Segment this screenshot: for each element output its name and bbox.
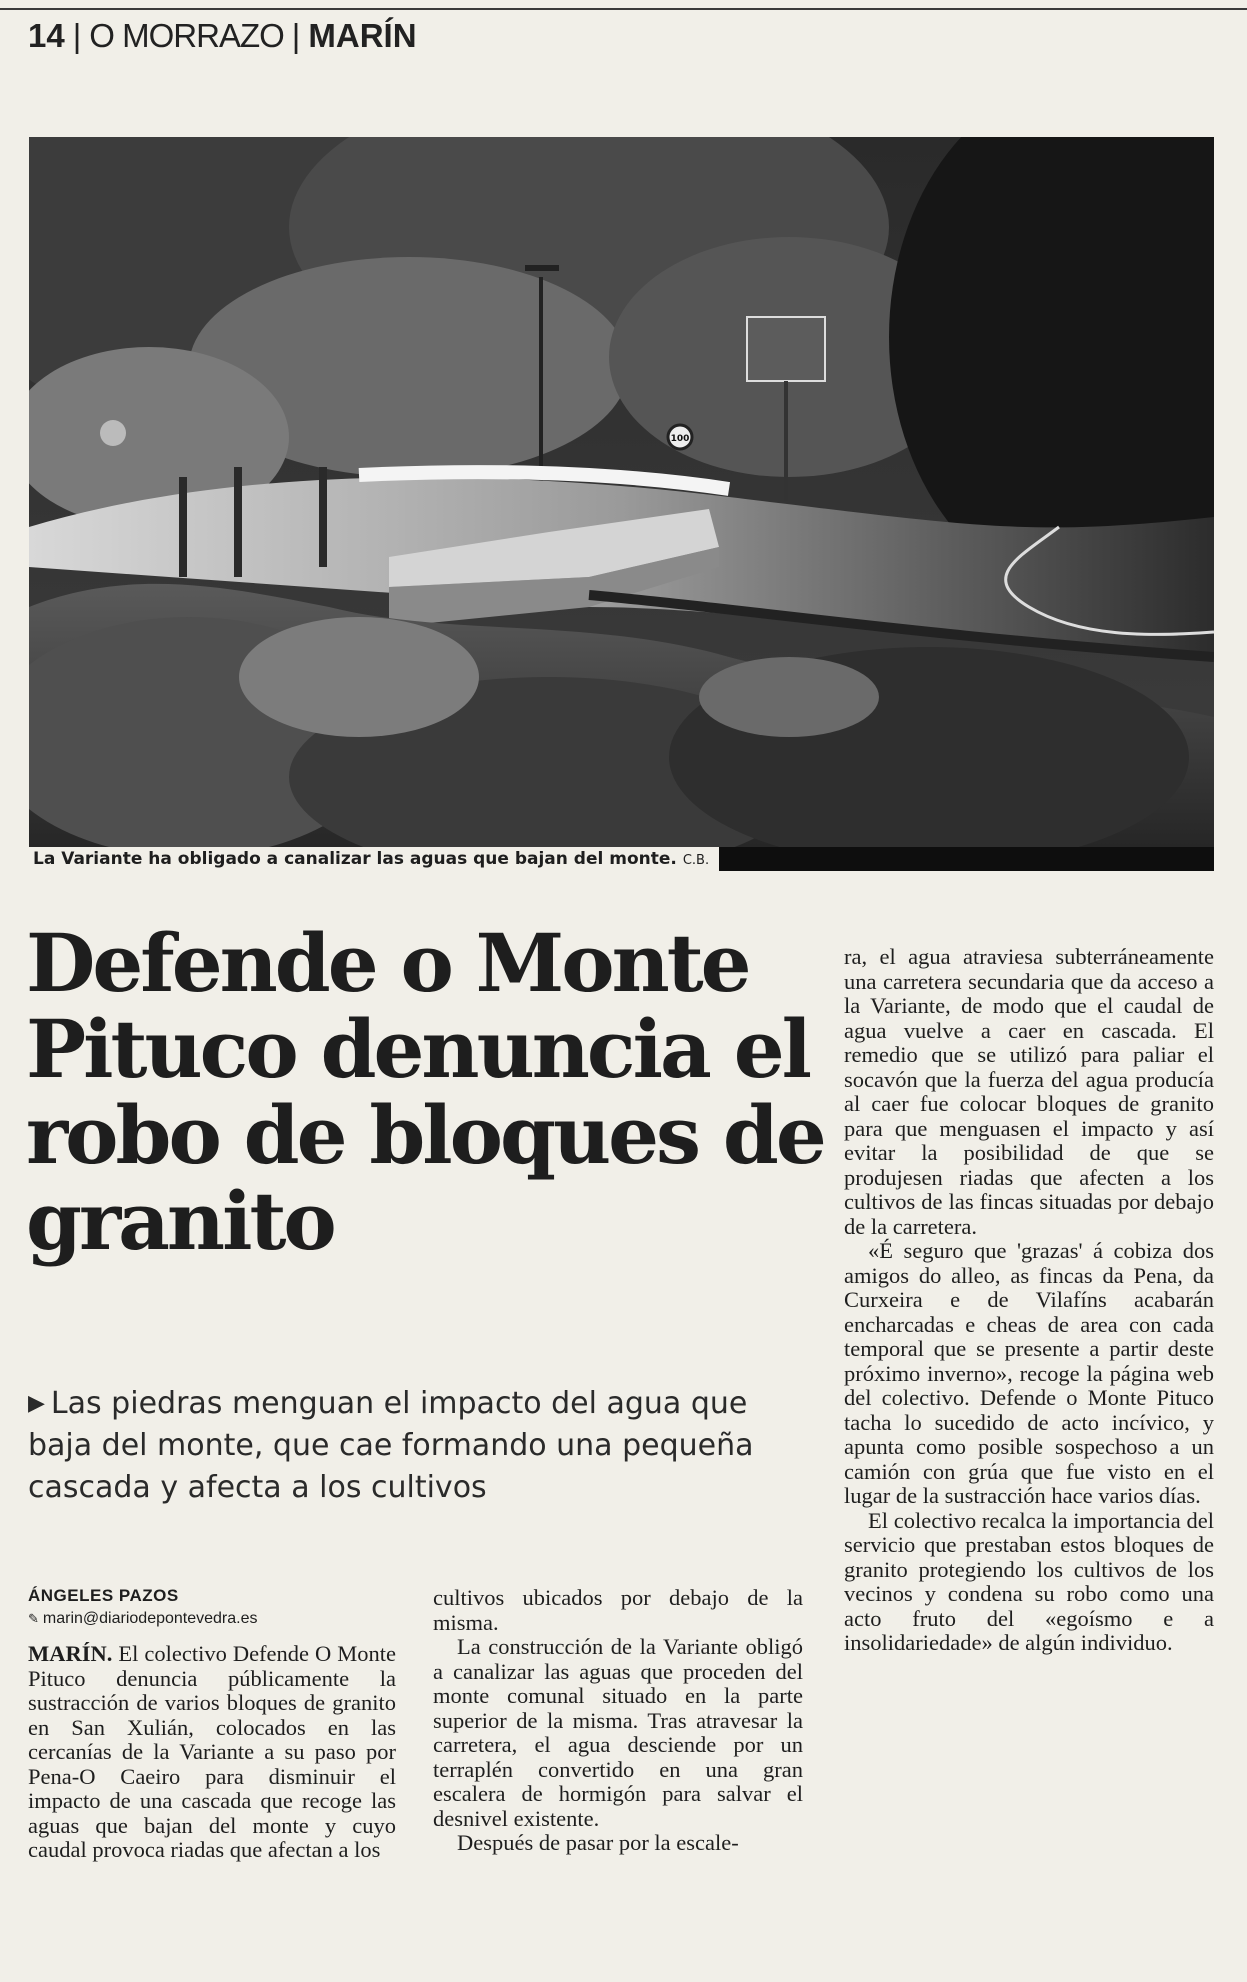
paragraph-2: La construcción de la Variante obligó a canalizar las aguas que proceden del monte comunal situado en la parte superior de la misma. Tras atravesar la carretera, el agua desciende por un terraplén convertido en una gran escalera de hormigón para salvar el desnivel existente. (433, 1634, 803, 1831)
speed-limit-sign-text: 100 (670, 434, 690, 444)
road-landscape-photo (29, 137, 1214, 847)
town-name: MARÍN (308, 17, 417, 54)
paragraph-3: Después de pasar por la escale- (457, 1830, 739, 1855)
paragraph-5: El colectivo recalca la importancia del servicio que prestaban estos bloques de granito protegiendo los cultivos de los vecinos y condena su robo como una acto fruto del «egoísmo e a insolidariedade» de algún individuo. (844, 1507, 1214, 1655)
caption-bar (29, 847, 1214, 871)
article-column-3 (844, 945, 1214, 1656)
triangle-bullet-icon: ▶ (28, 1391, 45, 1416)
paragraph-3-continued: ra, el agua atraviesa subterráneamente una carretera secundaria que da acceso a la Variante, de modo que el caudal de agua vuelve a caer en cascada. El remedio que se utilizó para paliar el socavón que la fuerza del agua producía al caer fue colocar bloques de granito para que menguasen el impacto y así evitar la posibilidad de que se produjesen riadas que afecten a los cultivos de las fincas situadas por debajo de la carretera. (844, 944, 1214, 1239)
header-separator: | (291, 17, 301, 54)
dateline: MARÍN. (28, 1641, 113, 1666)
paragraph-1-text: El colectivo Defende O Monte Pituco denuncia públicamente la sustracción de varios bloques de granito en San Xulián, colocados en las cercanías de la Variante a su paso por Pena-O Caeiro para disminuir el impacto de una cascada que recoge las aguas que bajan del monte y cuyo caudal provoca riadas que afectan a los (28, 1641, 397, 1862)
photo-credit: C.B. (682, 853, 710, 868)
caption-text: La Variante ha obligado a canalizar las aguas que bajan del monte. (33, 849, 677, 869)
author-email[interactable] (28, 1610, 408, 1628)
pen-icon: ✎ (28, 1611, 39, 1626)
section-name: O MORRAZO (89, 17, 284, 54)
article-column-1 (28, 1642, 396, 1863)
article-subhead (28, 1383, 788, 1509)
author-name: ÁNGELES PAZOS (28, 1586, 179, 1605)
byline (28, 1586, 408, 1628)
subhead-text: Las piedras menguan el impacto del agua que baja del monte, que cae formando una pequeña cascada y afecta a los cultivos (28, 1386, 754, 1505)
top-rule (0, 8, 1247, 10)
article-photo (29, 137, 1214, 847)
article-headline: Defende o Monte Pituco denuncia el robo de bloques de granito (26, 916, 824, 1268)
page-header (28, 14, 417, 58)
paragraph-1 (28, 1642, 396, 1863)
header-separator: | (72, 17, 82, 54)
page-number: 14 (28, 17, 65, 54)
email-text: marin@diariodepontevedra.es (42, 1610, 258, 1627)
article-column-2 (433, 1586, 803, 1856)
paragraph-1-continued: cultivos ubicados por debajo de la misma. (433, 1585, 803, 1635)
photo-caption (29, 847, 719, 871)
paragraph-4: «É seguro que 'grazas' á cobiza dos amigos do alleo, as fincas da Pena, da Curxeira e de Vilafíns acabarán encharcadas e cheas de area con cada temporal que se presente a partir deste próximo inverno», recoge la página web del colectivo. Defende o Monte Pituco tacha lo sucedido de acto incívico, y apunta como posible sospechoso a un camión con grúa que fue visto en el lugar de la sustracción hace varios días. (844, 1238, 1214, 1508)
